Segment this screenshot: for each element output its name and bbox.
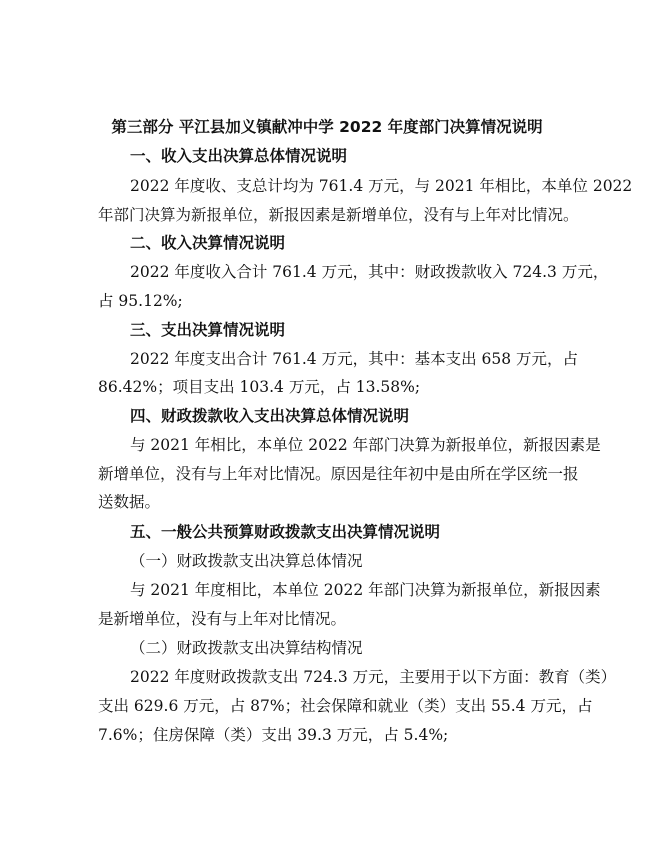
section-4-heading: 四、财政拨款收入支出决算总体情况说明 bbox=[130, 407, 410, 425]
subsection-2-paragraph-line: 支出 629.6 万元，占 87%；社会保障和就业（类）支出 55.4 万元，占 bbox=[98, 697, 593, 715]
document-title: 第三部分 平江县加义镇献冲中学 2022 年度部门决算情况说明 bbox=[111, 118, 543, 136]
section-1-heading: 一、收入支出决算总体情况说明 bbox=[130, 147, 348, 165]
subsection-1-heading: （一）财政拨款支出决算总体情况 bbox=[130, 552, 363, 570]
section-4-paragraph-line: 新增单位，没有与上年对比情况。原因是往年初中是由所在学区统一报 bbox=[98, 465, 579, 483]
subsection-2-paragraph-line: 7.6%；住房保障（类）支出 39.3 万元，占 5.4%; bbox=[98, 726, 449, 744]
subsection-1-paragraph-line: 是新增单位，没有与上年对比情况。 bbox=[98, 610, 347, 628]
section-1-paragraph-line: 2022 年度收、支总计均为 761.4 万元，与 2021 年相比，本单位 2022 bbox=[130, 177, 633, 195]
section-4-paragraph-line: 送数据。 bbox=[98, 493, 161, 511]
section-5-heading: 五、一般公共预算财政拨款支出决算情况说明 bbox=[130, 523, 441, 541]
section-3-paragraph-line: 86.42%；项目支出 103.4 万元，占 13.58%; bbox=[98, 378, 421, 396]
section-3-heading: 三、支出决算情况说明 bbox=[130, 321, 286, 339]
section-1-paragraph-line: 年部门决算为新报单位，新报因素是新增单位，没有与上年对比情况。 bbox=[98, 206, 579, 224]
section-4-paragraph-line: 与 2021 年相比，本单位 2022 年部门决算为新报单位，新报因素是 bbox=[130, 436, 601, 454]
section-2-heading: 二、收入决算情况说明 bbox=[130, 234, 286, 252]
subsection-1-paragraph-line: 与 2021 年度相比，本单位 2022 年部门决算为新报单位，新报因素 bbox=[130, 581, 601, 599]
subsection-2-heading: （二）财政拨款支出决算结构情况 bbox=[130, 639, 363, 657]
section-3-paragraph-line: 2022 年度支出合计 761.4 万元，其中：基本支出 658 万元，占 bbox=[130, 350, 579, 368]
section-2-paragraph-line: 2022 年度收入合计 761.4 万元，其中：财政拨款收入 724.3 万元， bbox=[130, 263, 609, 281]
section-2-paragraph-line: 占 95.12%; bbox=[98, 292, 183, 310]
subsection-2-paragraph-line: 2022 年度财政拨款支出 724.3 万元，主要用于以下方面：教育（类） bbox=[130, 668, 617, 686]
